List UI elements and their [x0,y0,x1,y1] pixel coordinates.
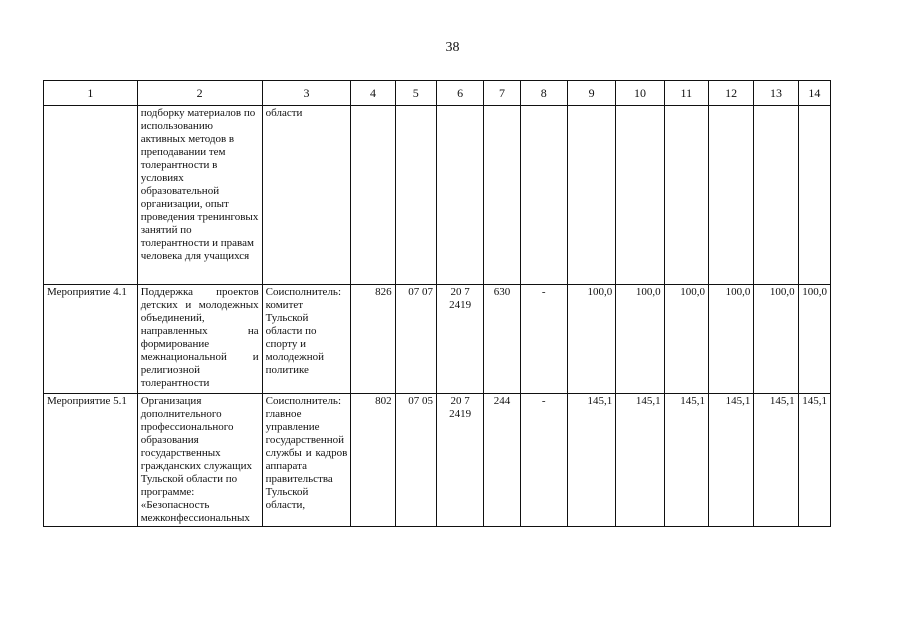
value-cell: 100,0 [754,285,798,394]
code-cell: 630 [484,285,520,394]
column-header: 10 [616,81,664,106]
table-cell [754,106,798,285]
column-header: 2 [137,81,262,106]
value-cell: 145,1 [616,394,664,527]
column-header: 9 [567,81,615,106]
column-header: 3 [262,81,351,106]
value-cell: - [520,394,567,527]
description-cell: Организация дополнительного профессионального образования государственных гражданских служащих Тульской области по программе: «Безопасность межконфессиональных [137,394,262,527]
column-header: 12 [708,81,753,106]
value-cell: 145,1 [754,394,798,527]
budget-table [43,80,831,527]
column-header: 8 [520,81,567,106]
page-number: 38 [445,40,460,55]
value-cell: 145,1 [567,394,615,527]
table-cell [798,106,830,285]
table-cell [616,106,664,285]
table-cell [520,106,567,285]
event-cell: Мероприятие 4.1 [44,285,138,394]
column-header: 1 [44,81,138,106]
table-cell [351,106,395,285]
value-cell: 145,1 [708,394,753,527]
description-cell: подборку материалов по использованию активных методов в преподавании тем толерантности в условиях образовательной организации, опыт проведения тренинговых занятий по толерантности и правам человека для учащихся [137,106,262,285]
executor-cell: области [262,106,351,285]
table-cell [567,106,615,285]
table-cell [484,106,520,285]
code-cell: 20 7 2419 [436,394,483,527]
table-cell [664,106,708,285]
value-cell: 100,0 [567,285,615,394]
code-cell: 20 7 2419 [436,285,483,394]
column-header: 6 [436,81,483,106]
description-cell: Поддержка проектов детских и молодежных объединений, направленных на формирование межнациональной и религиозной толерантности [137,285,262,394]
value-cell: 145,1 [664,394,708,527]
column-header: 14 [798,81,830,106]
table-cell [44,106,138,285]
table-row [44,394,831,527]
code-cell: 802 [351,394,395,527]
event-cell: Мероприятие 5.1 [44,394,138,527]
column-header: 4 [351,81,395,106]
column-header: 5 [395,81,436,106]
table-row [44,285,831,394]
column-header: 7 [484,81,520,106]
value-cell: 145,1 [798,394,830,527]
table-cell [395,106,436,285]
value-cell: 100,0 [664,285,708,394]
executor-cell: Соисполнитель: главное управление государственной службы и кадров аппарата правительства Тульской области, [262,394,351,527]
table-header-row [44,81,831,106]
code-cell: 07 05 [395,394,436,527]
value-cell: 100,0 [798,285,830,394]
value-cell: 100,0 [616,285,664,394]
code-cell: 07 07 [395,285,436,394]
column-header: 11 [664,81,708,106]
value-cell: - [520,285,567,394]
code-cell: 244 [484,394,520,527]
executor-cell: Соисполнитель: комитет Тульской области по спорту и молодежной политике [262,285,351,394]
column-header: 13 [754,81,798,106]
table-cell [436,106,483,285]
code-cell: 826 [351,285,395,394]
value-cell: 100,0 [708,285,753,394]
table-row-continuation [44,106,831,285]
table-cell [708,106,753,285]
